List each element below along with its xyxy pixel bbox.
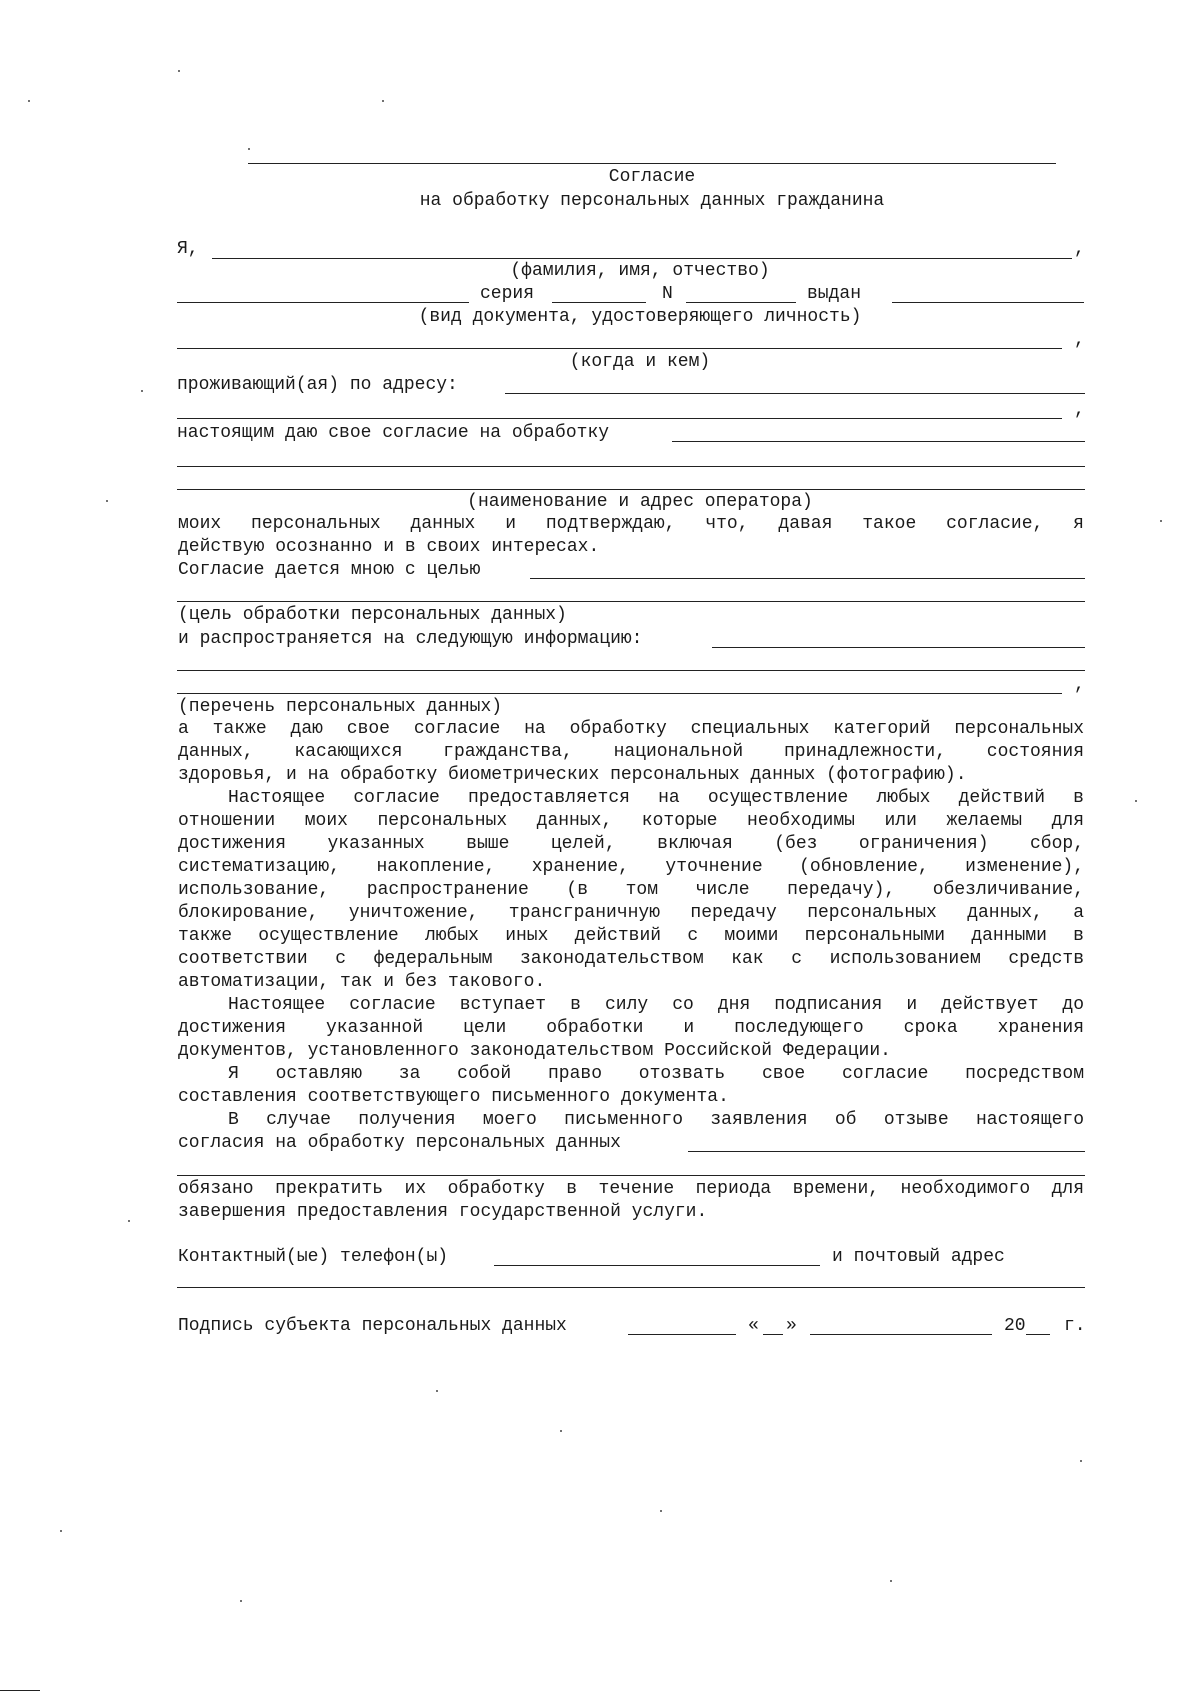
scan-speck bbox=[248, 148, 250, 150]
info-field-1[interactable] bbox=[712, 647, 1085, 648]
year-prefix: 20 bbox=[1004, 1316, 1026, 1336]
purpose-label: Согласие дается мною с целью bbox=[178, 560, 481, 580]
withdrawal-field-2[interactable] bbox=[177, 1175, 1085, 1176]
form-title: Согласие bbox=[608, 167, 696, 187]
paragraph-3-line: достижения указанных выше целей, включая (без ограничения) сбор, bbox=[178, 834, 1084, 854]
i-prefix: Я, bbox=[177, 239, 199, 259]
paragraph-4-line: Настоящее согласие вступает в силу со дня подписания и действует до bbox=[228, 995, 1084, 1015]
paragraph-5-line: составления соответствующего письменного документа. bbox=[178, 1087, 729, 1107]
paragraph-3-line: автоматизации, так и без такового. bbox=[178, 972, 546, 992]
address-label: проживающий(ая) по адресу: bbox=[177, 375, 458, 395]
scan-speck bbox=[1080, 1460, 1082, 1462]
paragraph-1-line: моих персональных данных и подтверждаю, что, давая такое согласие, я bbox=[178, 514, 1084, 534]
when-comma: , bbox=[1074, 330, 1085, 350]
address-field-2[interactable] bbox=[177, 418, 1062, 419]
number-field[interactable] bbox=[686, 302, 796, 303]
email-field[interactable] bbox=[177, 1287, 1085, 1288]
operator-field-2[interactable] bbox=[177, 466, 1085, 467]
year-suffix: г. bbox=[1064, 1316, 1086, 1336]
scan-speck bbox=[660, 1510, 662, 1512]
header-rule bbox=[248, 163, 1056, 164]
address-field-1[interactable] bbox=[505, 393, 1085, 394]
when-field[interactable] bbox=[177, 348, 1062, 349]
info-comma: , bbox=[1074, 675, 1085, 695]
month-field[interactable] bbox=[810, 1334, 992, 1335]
series-label: серия bbox=[480, 284, 535, 304]
paragraph-6-line: В случае получения моего письменного заявления об отзыве настоящего bbox=[228, 1110, 1084, 1130]
info-label: и распространяется на следующую информацию: bbox=[178, 629, 643, 649]
paragraph-2-line: а также даю свое согласие на обработку специальных категорий персональных bbox=[178, 719, 1084, 739]
day-field[interactable] bbox=[763, 1334, 783, 1335]
phone-field[interactable] bbox=[494, 1265, 820, 1266]
paragraph-4-line: документов, установленного законодательством Российской Федерации. bbox=[178, 1041, 891, 1061]
form-subtitle: на обработку персональных данных гражданина bbox=[419, 191, 885, 211]
fio-caption: (фамилия, имя, отчество) bbox=[510, 261, 770, 281]
paragraph-3-line: систематизацию, накопление, хранение, уточнение (обновление, изменение), bbox=[178, 857, 1084, 877]
paragraph-3-line: Настоящее согласие предоставляется на осуществление любых действий в bbox=[228, 788, 1084, 808]
when-caption: (когда и кем) bbox=[569, 352, 711, 372]
operator-field-1[interactable] bbox=[672, 441, 1085, 442]
phone-label: Контактный(ые) телефон(ы) bbox=[178, 1247, 449, 1267]
scan-speck bbox=[1135, 800, 1137, 802]
scan-speck bbox=[141, 390, 143, 392]
paragraph-7-line: обязано прекратить их обработку в течение периода времени, необходимого для bbox=[178, 1179, 1084, 1199]
paragraph-6-line: согласия на обработку персональных данных bbox=[178, 1133, 621, 1153]
year-field[interactable] bbox=[1026, 1334, 1050, 1335]
date-quote-open: « bbox=[748, 1316, 759, 1336]
scan-speck bbox=[890, 1580, 892, 1582]
address-comma: , bbox=[1074, 400, 1085, 420]
paragraph-3-line: соответствии с федеральным законодательством как с использованием средств bbox=[178, 949, 1084, 969]
scan-speck bbox=[436, 1390, 438, 1392]
fio-comma: , bbox=[1074, 239, 1085, 259]
issued-field[interactable] bbox=[892, 302, 1084, 303]
operator-field-3[interactable] bbox=[177, 489, 1085, 490]
purpose-field-1[interactable] bbox=[530, 578, 1085, 579]
paragraph-7-line: завершения предоставления государственной услуги. bbox=[178, 1202, 708, 1222]
scan-speck bbox=[178, 70, 180, 72]
number-label: N bbox=[662, 284, 673, 304]
paragraph-1-line: действую осознанно и в своих интересах. bbox=[178, 537, 600, 557]
scan-edge-mark bbox=[0, 1690, 40, 1691]
info-field-3[interactable] bbox=[177, 693, 1062, 694]
paragraph-2-line: данных, касающихся гражданства, национальной принадлежности, состояния bbox=[178, 742, 1084, 762]
issued-label: выдан bbox=[807, 284, 862, 304]
doc-caption: (вид документа, удостоверяющего личность) bbox=[418, 307, 862, 327]
list-caption: (перечень персональных данных) bbox=[178, 697, 503, 717]
scan-speck bbox=[1160, 520, 1162, 522]
paragraph-3-line: отношении моих персональных данных, которые необходимы или желаемы для bbox=[178, 811, 1084, 831]
paragraph-2-line: здоровья, и на обработку биометрических персональных данных (фотографию). bbox=[178, 765, 967, 785]
purpose-caption: (цель обработки персональных данных) bbox=[178, 605, 567, 625]
info-field-2[interactable] bbox=[177, 670, 1085, 671]
consent-label: настоящим даю свое согласие на обработку bbox=[177, 423, 610, 443]
doc-type-field[interactable] bbox=[177, 302, 469, 303]
withdrawal-field-1[interactable] bbox=[688, 1151, 1085, 1152]
date-quote-close: » bbox=[786, 1316, 797, 1336]
paragraph-3-line: блокирование, уничтожение, трансграничную передачу персональных данных, а bbox=[178, 903, 1084, 923]
series-field[interactable] bbox=[552, 302, 646, 303]
signature-field[interactable] bbox=[628, 1334, 736, 1335]
scan-speck bbox=[382, 100, 384, 102]
scan-speck bbox=[240, 1600, 242, 1602]
scan-speck bbox=[28, 100, 30, 102]
scan-speck bbox=[60, 1530, 62, 1532]
fio-field[interactable] bbox=[212, 258, 1072, 259]
scan-speck bbox=[106, 500, 108, 502]
purpose-field-2[interactable] bbox=[177, 601, 1085, 602]
paragraph-5-line: Я оставляю за собой право отозвать свое согласие посредством bbox=[228, 1064, 1084, 1084]
email-label: и почтовый адрес bbox=[832, 1247, 1005, 1267]
operator-caption: (наименование и адрес оператора) bbox=[467, 492, 813, 512]
paragraph-3-line: также осуществление любых иных действий с моими персональными данными в bbox=[178, 926, 1084, 946]
scan-speck bbox=[128, 1220, 130, 1222]
paragraph-4-line: достижения указанной цели обработки и последующего срока хранения bbox=[178, 1018, 1084, 1038]
signature-label: Подпись субъекта персональных данных bbox=[178, 1316, 567, 1336]
scan-speck bbox=[560, 1430, 562, 1432]
paragraph-3-line: использование, распространение (в том числе передачу), обезличивание, bbox=[178, 880, 1084, 900]
